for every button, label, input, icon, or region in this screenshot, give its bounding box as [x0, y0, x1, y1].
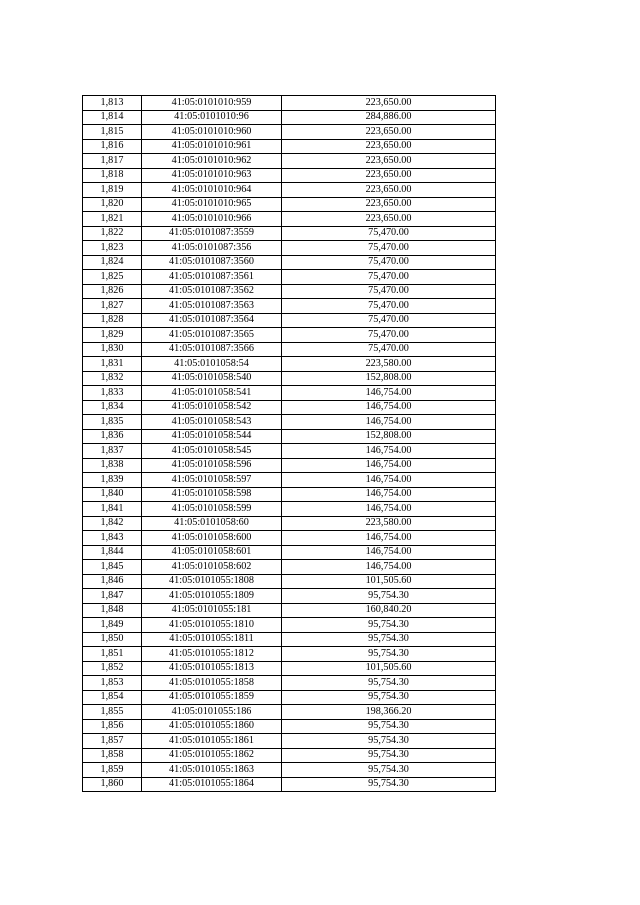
- cadastral-number-cell: 41:05:0101055:1859: [142, 690, 282, 705]
- cadastral-value-cell: 223,650.00: [282, 168, 496, 183]
- table-row: [83, 487, 496, 502]
- row-number-cell: 1,830: [83, 342, 142, 357]
- cadastral-value-cell: 95,754.30: [282, 763, 496, 778]
- row-number-cell: 1,825: [83, 270, 142, 285]
- table-row: [83, 719, 496, 734]
- table-row: [83, 125, 496, 140]
- cadastral-number-cell: 41:05:0101055:1810: [142, 618, 282, 633]
- cadastral-number-cell: 41:05:0101087:3561: [142, 270, 282, 285]
- row-number-cell: 1,849: [83, 618, 142, 633]
- row-number-cell: 1,852: [83, 661, 142, 676]
- cadastral-value-cell: 146,754.00: [282, 400, 496, 415]
- table-row: [83, 313, 496, 328]
- table-row: [83, 226, 496, 241]
- row-number-cell: 1,816: [83, 139, 142, 154]
- row-number-cell: 1,843: [83, 531, 142, 546]
- table-row: [83, 502, 496, 517]
- table-row: [83, 415, 496, 430]
- cadastral-number-cell: 41:05:0101087:3562: [142, 284, 282, 299]
- table-row: [83, 299, 496, 314]
- cadastral-number-cell: 41:05:0101058:544: [142, 429, 282, 444]
- table-row: [83, 168, 496, 183]
- cadastral-value-cell: 75,470.00: [282, 241, 496, 256]
- cadastral-value-cell: 95,754.30: [282, 690, 496, 705]
- cadastral-value-cell: 146,754.00: [282, 386, 496, 401]
- row-number-cell: 1,844: [83, 545, 142, 560]
- table-row: [83, 444, 496, 459]
- cadastral-value-cell: 223,650.00: [282, 183, 496, 198]
- row-number-cell: 1,823: [83, 241, 142, 256]
- cadastral-number-cell: 41:05:0101058:598: [142, 487, 282, 502]
- row-number-cell: 1,824: [83, 255, 142, 270]
- cadastral-value-cell: 146,754.00: [282, 531, 496, 546]
- row-number-cell: 1,847: [83, 589, 142, 604]
- cadastral-number-cell: 41:05:0101055:181: [142, 603, 282, 618]
- cadastral-number-cell: 41:05:0101087:3559: [142, 226, 282, 241]
- cadastral-number-cell: 41:05:0101058:542: [142, 400, 282, 415]
- table-row: [83, 270, 496, 285]
- table-row: [83, 342, 496, 357]
- row-number-cell: 1,850: [83, 632, 142, 647]
- table-row: [83, 139, 496, 154]
- cadastral-value-cell: 95,754.30: [282, 632, 496, 647]
- table-row: [83, 589, 496, 604]
- table-row: [83, 357, 496, 372]
- row-number-cell: 1,856: [83, 719, 142, 734]
- cadastral-value-cell: 75,470.00: [282, 284, 496, 299]
- cadastral-value-cell: 223,650.00: [282, 197, 496, 212]
- cadastral-number-cell: 41:05:0101055:1812: [142, 647, 282, 662]
- cadastral-value-cell: 223,650.00: [282, 125, 496, 140]
- row-number-cell: 1,840: [83, 487, 142, 502]
- table-row: [83, 386, 496, 401]
- table-row: [83, 429, 496, 444]
- row-number-cell: 1,818: [83, 168, 142, 183]
- cadastral-value-cell: 223,580.00: [282, 357, 496, 372]
- table-row: [83, 545, 496, 560]
- row-number-cell: 1,833: [83, 386, 142, 401]
- row-number-cell: 1,822: [83, 226, 142, 241]
- cadastral-value-cell: 101,505.60: [282, 661, 496, 676]
- row-number-cell: 1,836: [83, 429, 142, 444]
- cadastral-value-cell: 75,470.00: [282, 270, 496, 285]
- row-number-cell: 1,827: [83, 299, 142, 314]
- table-row: [83, 197, 496, 212]
- table-row: [83, 400, 496, 415]
- cadastral-value-cell: 146,754.00: [282, 487, 496, 502]
- cadastral-value-cell: 75,470.00: [282, 313, 496, 328]
- row-number-cell: 1,820: [83, 197, 142, 212]
- cadastral-value-cell: 95,754.30: [282, 676, 496, 691]
- table-row: [83, 647, 496, 662]
- cadastral-value-cell: 223,650.00: [282, 154, 496, 169]
- cadastral-number-cell: 41:05:0101055:1863: [142, 763, 282, 778]
- cadastral-number-cell: 41:05:0101055:1813: [142, 661, 282, 676]
- table-row: [83, 284, 496, 299]
- row-number-cell: 1,815: [83, 125, 142, 140]
- row-number-cell: 1,857: [83, 734, 142, 749]
- table-row: [83, 618, 496, 633]
- row-number-cell: 1,819: [83, 183, 142, 198]
- row-number-cell: 1,848: [83, 603, 142, 618]
- cadastral-number-cell: 41:05:0101010:966: [142, 212, 282, 227]
- row-number-cell: 1,832: [83, 371, 142, 386]
- cadastral-number-cell: 41:05:0101055:1864: [142, 777, 282, 792]
- cadastral-value-cell: 160,840.20: [282, 603, 496, 618]
- row-number-cell: 1,858: [83, 748, 142, 763]
- cadastral-number-cell: 41:05:0101087:3564: [142, 313, 282, 328]
- cadastral-value-cell: 146,754.00: [282, 502, 496, 517]
- table-row: [83, 763, 496, 778]
- table-row: [83, 516, 496, 531]
- cadastral-number-cell: 41:05:0101058:597: [142, 473, 282, 488]
- cadastral-number-cell: 41:05:0101087:3566: [142, 342, 282, 357]
- table-row: [83, 154, 496, 169]
- table-row: [83, 473, 496, 488]
- table-row: [83, 212, 496, 227]
- cadastral-number-cell: 41:05:0101087:3563: [142, 299, 282, 314]
- cadastral-number-cell: 41:05:0101058:545: [142, 444, 282, 459]
- table-row: [83, 560, 496, 575]
- cadastral-value-cell: 146,754.00: [282, 444, 496, 459]
- cadastral-number-cell: 41:05:0101058:543: [142, 415, 282, 430]
- cadastral-value-table: [82, 95, 496, 792]
- cadastral-value-cell: 75,470.00: [282, 226, 496, 241]
- cadastral-number-cell: 41:05:0101087:3560: [142, 255, 282, 270]
- cadastral-value-cell: 95,754.30: [282, 734, 496, 749]
- cadastral-value-cell: 198,366.20: [282, 705, 496, 720]
- cadastral-number-cell: 41:05:0101087:3565: [142, 328, 282, 343]
- cadastral-number-cell: 41:05:0101087:356: [142, 241, 282, 256]
- cadastral-number-cell: 41:05:0101058:541: [142, 386, 282, 401]
- cadastral-value-cell: 75,470.00: [282, 299, 496, 314]
- table-row: [83, 458, 496, 473]
- row-number-cell: 1,821: [83, 212, 142, 227]
- row-number-cell: 1,831: [83, 357, 142, 372]
- row-number-cell: 1,842: [83, 516, 142, 531]
- table-row: [83, 690, 496, 705]
- table-row: [83, 241, 496, 256]
- table-body: [83, 96, 496, 792]
- cadastral-value-cell: 152,808.00: [282, 371, 496, 386]
- row-number-cell: 1,841: [83, 502, 142, 517]
- cadastral-number-cell: 41:05:0101058:599: [142, 502, 282, 517]
- cadastral-value-cell: 284,886.00: [282, 110, 496, 125]
- table-row: [83, 531, 496, 546]
- row-number-cell: 1,826: [83, 284, 142, 299]
- row-number-cell: 1,851: [83, 647, 142, 662]
- table-row: [83, 661, 496, 676]
- cadastral-value-cell: 101,505.60: [282, 574, 496, 589]
- table-row: [83, 777, 496, 792]
- cadastral-value-cell: 95,754.30: [282, 748, 496, 763]
- cadastral-number-cell: 41:05:0101010:96: [142, 110, 282, 125]
- cadastral-number-cell: 41:05:0101058:602: [142, 560, 282, 575]
- cadastral-value-cell: 95,754.30: [282, 647, 496, 662]
- table-row: [83, 574, 496, 589]
- cadastral-number-cell: 41:05:0101058:540: [142, 371, 282, 386]
- cadastral-number-cell: 41:05:0101058:600: [142, 531, 282, 546]
- cadastral-number-cell: 41:05:0101055:1858: [142, 676, 282, 691]
- cadastral-number-cell: 41:05:0101055:1861: [142, 734, 282, 749]
- cadastral-number-cell: 41:05:0101058:601: [142, 545, 282, 560]
- row-number-cell: 1,828: [83, 313, 142, 328]
- row-number-cell: 1,835: [83, 415, 142, 430]
- table-row: [83, 110, 496, 125]
- cadastral-value-cell: 223,650.00: [282, 96, 496, 111]
- cadastral-number-cell: 41:05:0101058:60: [142, 516, 282, 531]
- cadastral-value-cell: 223,650.00: [282, 212, 496, 227]
- cadastral-value-cell: 95,754.30: [282, 777, 496, 792]
- table-row: [83, 255, 496, 270]
- cadastral-value-cell: 75,470.00: [282, 255, 496, 270]
- row-number-cell: 1,855: [83, 705, 142, 720]
- cadastral-value-cell: 146,754.00: [282, 545, 496, 560]
- row-number-cell: 1,817: [83, 154, 142, 169]
- cadastral-number-cell: 41:05:0101058:596: [142, 458, 282, 473]
- row-number-cell: 1,859: [83, 763, 142, 778]
- row-number-cell: 1,813: [83, 96, 142, 111]
- cadastral-value-cell: 95,754.30: [282, 719, 496, 734]
- row-number-cell: 1,846: [83, 574, 142, 589]
- table-row: [83, 183, 496, 198]
- table-row: [83, 371, 496, 386]
- cadastral-number-cell: 41:05:0101010:964: [142, 183, 282, 198]
- cadastral-number-cell: 41:05:0101010:962: [142, 154, 282, 169]
- table-row: [83, 328, 496, 343]
- cadastral-number-cell: 41:05:0101055:1811: [142, 632, 282, 647]
- table-row: [83, 96, 496, 111]
- cadastral-value-cell: 223,650.00: [282, 139, 496, 154]
- table-row: [83, 603, 496, 618]
- cadastral-value-cell: 223,580.00: [282, 516, 496, 531]
- row-number-cell: 1,845: [83, 560, 142, 575]
- cadastral-number-cell: 41:05:0101010:961: [142, 139, 282, 154]
- row-number-cell: 1,837: [83, 444, 142, 459]
- row-number-cell: 1,854: [83, 690, 142, 705]
- cadastral-number-cell: 41:05:0101055:1808: [142, 574, 282, 589]
- cadastral-number-cell: 41:05:0101055:1860: [142, 719, 282, 734]
- cadastral-number-cell: 41:05:0101055:186: [142, 705, 282, 720]
- table-row: [83, 632, 496, 647]
- cadastral-number-cell: 41:05:0101010:960: [142, 125, 282, 140]
- cadastral-value-cell: 152,808.00: [282, 429, 496, 444]
- cadastral-value-cell: 75,470.00: [282, 328, 496, 343]
- cadastral-number-cell: 41:05:0101010:963: [142, 168, 282, 183]
- table-row: [83, 748, 496, 763]
- cadastral-value-cell: 146,754.00: [282, 415, 496, 430]
- row-number-cell: 1,814: [83, 110, 142, 125]
- table-row: [83, 734, 496, 749]
- cadastral-number-cell: 41:05:0101058:54: [142, 357, 282, 372]
- cadastral-value-cell: 146,754.00: [282, 473, 496, 488]
- row-number-cell: 1,838: [83, 458, 142, 473]
- cadastral-number-cell: 41:05:0101010:959: [142, 96, 282, 111]
- cadastral-value-cell: 95,754.30: [282, 589, 496, 604]
- row-number-cell: 1,829: [83, 328, 142, 343]
- cadastral-value-cell: 75,470.00: [282, 342, 496, 357]
- cadastral-value-cell: 95,754.30: [282, 618, 496, 633]
- cadastral-number-cell: 41:05:0101055:1809: [142, 589, 282, 604]
- cadastral-number-cell: 41:05:0101055:1862: [142, 748, 282, 763]
- cadastral-value-cell: 146,754.00: [282, 560, 496, 575]
- row-number-cell: 1,834: [83, 400, 142, 415]
- row-number-cell: 1,860: [83, 777, 142, 792]
- row-number-cell: 1,853: [83, 676, 142, 691]
- cadastral-number-cell: 41:05:0101010:965: [142, 197, 282, 212]
- row-number-cell: 1,839: [83, 473, 142, 488]
- table-row: [83, 676, 496, 691]
- cadastral-value-cell: 146,754.00: [282, 458, 496, 473]
- table-row: [83, 705, 496, 720]
